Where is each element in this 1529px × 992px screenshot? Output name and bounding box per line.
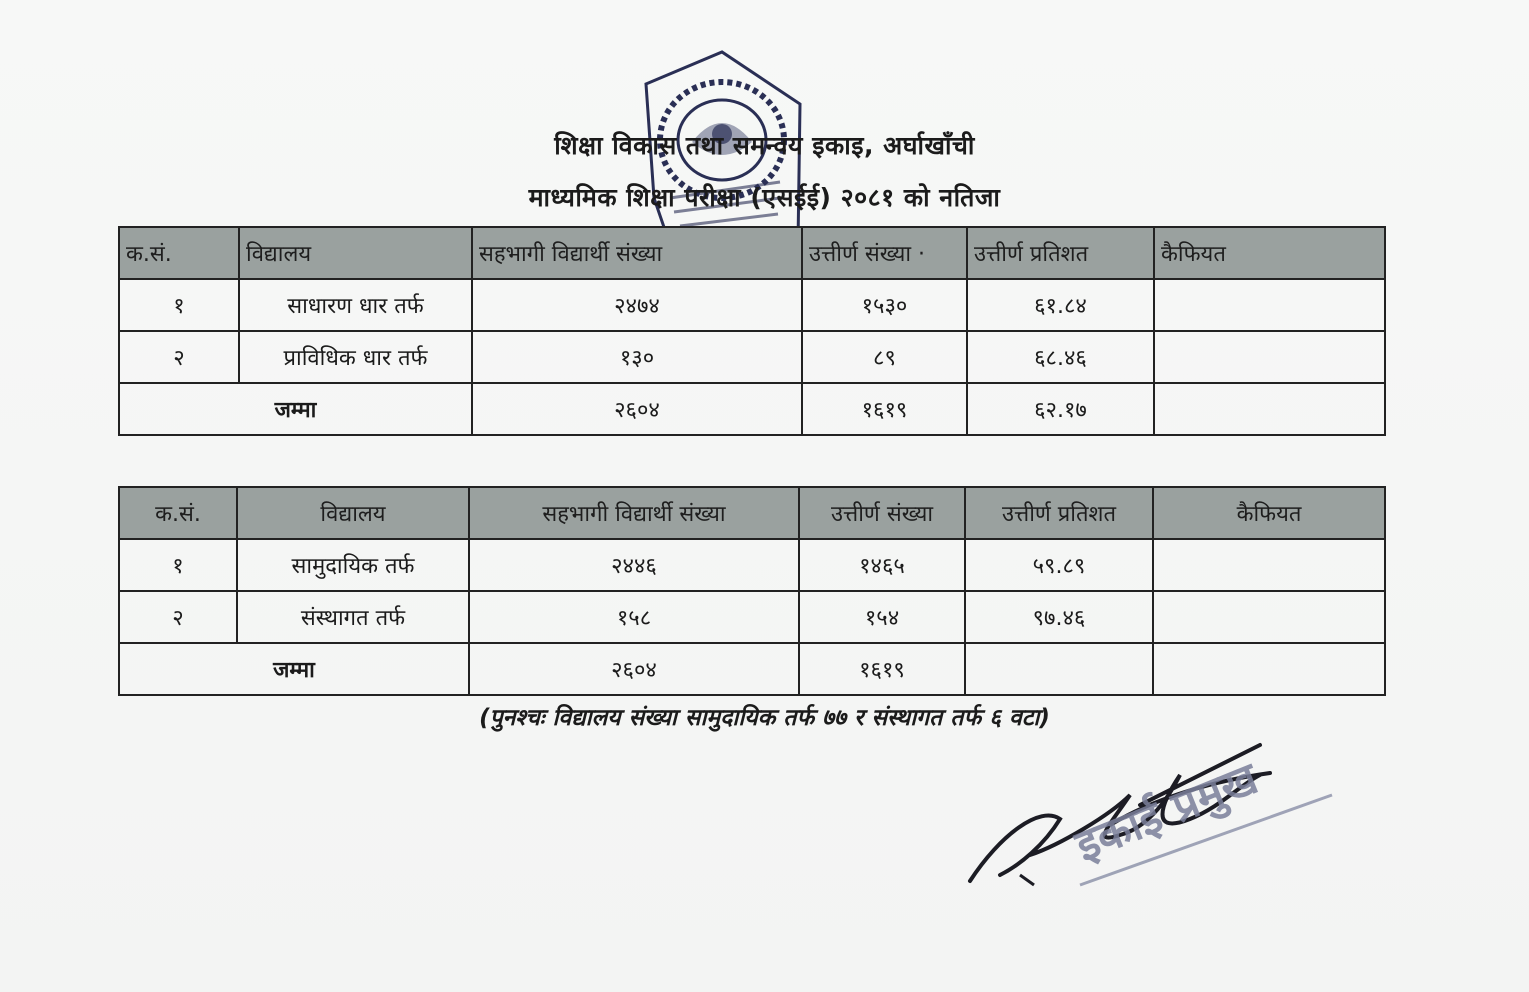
cell-remarks	[1153, 591, 1385, 643]
stream-result-table	[118, 226, 1386, 436]
table-total-row	[119, 383, 1385, 435]
cell-participants: १५८	[469, 591, 799, 643]
column-header-participants: सहभागी विद्यार्थी संख्या	[469, 487, 799, 539]
cell-remarks	[1154, 331, 1385, 383]
column-header-percent: उत्तीर्ण प्रतिशत	[967, 227, 1154, 279]
table-row	[119, 591, 1385, 643]
table-row	[119, 331, 1385, 383]
cell-sn: १	[119, 539, 237, 591]
total-passed: १६१९	[802, 383, 967, 435]
total-remarks	[1153, 643, 1385, 695]
exam-result-title: माध्यमिक शिक्षा परीक्षा (एसईई) २०८१ को नतिजा	[528, 183, 1001, 212]
cell-school: सामुदायिक तर्फ	[237, 539, 469, 591]
cell-percent: ९७.४६	[965, 591, 1153, 643]
table-header-row	[119, 227, 1385, 279]
cell-remarks	[1154, 279, 1385, 331]
total-percent: ६२.१७	[967, 383, 1154, 435]
cell-remarks	[1153, 539, 1385, 591]
column-header-sn: क.सं.	[119, 227, 239, 279]
total-remarks	[1154, 383, 1385, 435]
total-label: जम्मा	[119, 383, 472, 435]
cell-participants: १३०	[472, 331, 802, 383]
cell-participants: २४७४	[472, 279, 802, 331]
total-participants: २६०४	[469, 643, 799, 695]
total-passed: १६१९	[799, 643, 965, 695]
table-total-row	[119, 643, 1385, 695]
total-percent	[965, 643, 1153, 695]
school-type-result-table	[118, 486, 1386, 696]
cell-sn: १	[119, 279, 239, 331]
office-title: शिक्षा विकास तथा समन्वय इकाइ, अर्घाखाँची	[554, 131, 975, 160]
total-label: जम्मा	[119, 643, 469, 695]
cell-passed: १५४	[799, 591, 965, 643]
column-header-remarks: कैफियत	[1153, 487, 1385, 539]
table-row	[119, 279, 1385, 331]
table-row	[119, 539, 1385, 591]
total-participants: २६०४	[472, 383, 802, 435]
cell-school: संस्थागत तर्फ	[237, 591, 469, 643]
cell-passed: १४६५	[799, 539, 965, 591]
cell-participants: २४४६	[469, 539, 799, 591]
cell-school: साधारण धार तर्फ	[239, 279, 472, 331]
cell-sn: २	[119, 591, 237, 643]
unit-head-stamp: इकाई प्रमुख	[1068, 752, 1265, 872]
postscript-note: (पुनश्चः विद्यालय संख्या सामुदायिक तर्फ ७७ र संस्थागत तर्फ ६ वटा)	[479, 705, 1050, 731]
cell-percent: ५९.८९	[965, 539, 1153, 591]
column-header-passed: उत्तीर्ण संख्या	[799, 487, 965, 539]
cell-sn: २	[119, 331, 239, 383]
column-header-percent: उत्तीर्ण प्रतिशत	[965, 487, 1153, 539]
column-header-school: विद्यालय	[239, 227, 472, 279]
table-header-row	[119, 487, 1385, 539]
cell-passed: ८९	[802, 331, 967, 383]
cell-school: प्राविधिक धार तर्फ	[239, 331, 472, 383]
cell-passed: १५३०	[802, 279, 967, 331]
column-header-school: विद्यालय	[237, 487, 469, 539]
cell-percent: ६१.८४	[967, 279, 1154, 331]
column-header-sn: क.सं.	[119, 487, 237, 539]
column-header-remarks: कैफियत	[1154, 227, 1385, 279]
cell-percent: ६८.४६	[967, 331, 1154, 383]
column-header-participants: सहभागी विद्यार्थी संख्या	[472, 227, 802, 279]
column-header-passed: उत्तीर्ण संख्या ·	[802, 227, 967, 279]
